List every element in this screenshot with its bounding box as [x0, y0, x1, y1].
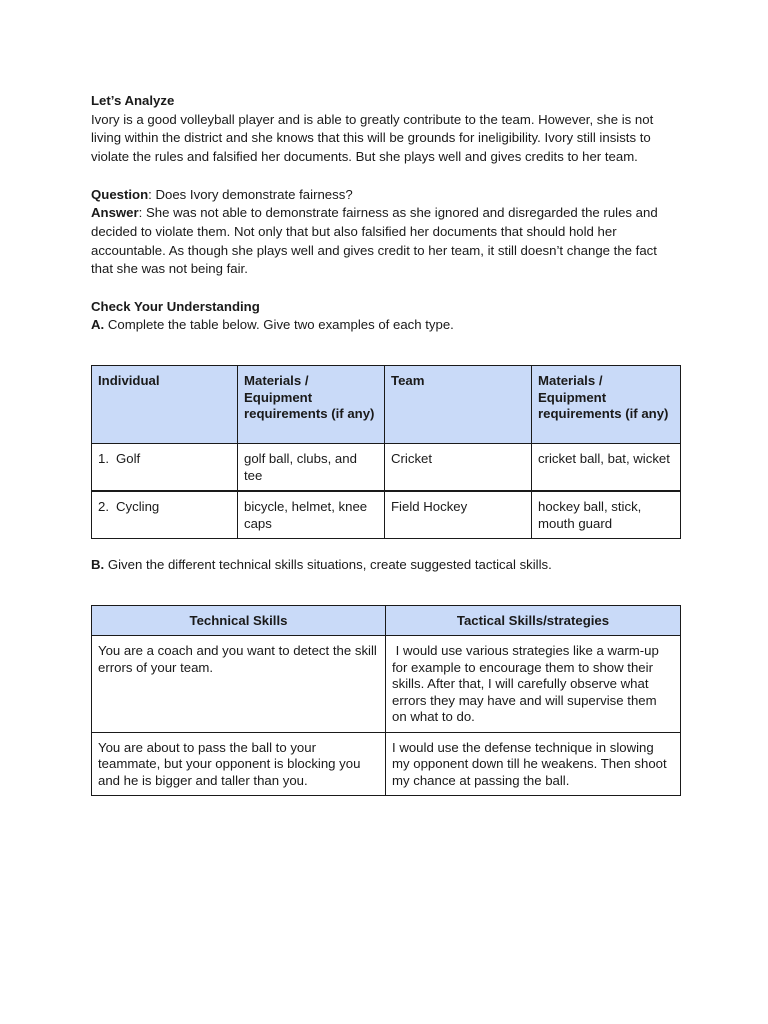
table-row: [92, 491, 681, 539]
analyze-paragraph: Ivory is a good volleyball player and is able to greatly contribute to the team. However, she is not living within the district and she knows that this will be grounds for ineligibility. Ivory still insists to violate the rules and falsified her documents. But she plays well and gives credits to her team.: [91, 111, 654, 165]
team-cell: Field Hockey: [385, 491, 532, 539]
table-header-row: [92, 605, 681, 636]
question-label: Question: [91, 186, 149, 202]
answer-text: : She was not able to demonstrate fairness as she ignored and disregarded the rules and decided to violate them. Not only that but also falsified her documents that should hold her accountable. As though she plays well and gives credit to her team, it still doesn’t change the fact that she was not being fair.: [91, 205, 658, 277]
instruction-b: [91, 556, 681, 575]
technical-cell: You are a coach and you want to detect the skill errors of your team.: [92, 636, 386, 733]
header-technical-skills: Technical Skills: [92, 605, 386, 636]
question-text: : Does Ivory demonstrate fairness?: [148, 186, 353, 202]
instruction-b-text: Given the different technical skills situations, create suggested tactical skills.: [104, 557, 552, 573]
instruction-a-text: Complete the table below. Give two examples of each type.: [104, 317, 454, 333]
team-materials-cell: hockey ball, stick, mouth guard: [532, 491, 681, 539]
header-individual: Individual: [92, 366, 238, 444]
sports-equipment-table: [91, 365, 681, 539]
individual-cell: 2. Cycling: [92, 491, 238, 539]
individual-materials-cell: golf ball, clubs, and tee: [238, 444, 385, 492]
header-team-materials: Materials / Equipment requirements (if any): [532, 366, 681, 444]
document-page: [91, 92, 681, 796]
tactical-cell: I would use various strategies like a warm-up for example to encourage them to show their skills. After that, I will carefully observe what errors they may have and will supervise them on what to do.: [386, 636, 681, 733]
answer-label: Answer: [91, 205, 139, 221]
instruction-b-label: B.: [91, 557, 105, 573]
lets-analyze-heading: Let’s Analyze: [91, 93, 175, 108]
tactical-cell: I would use the defense technique in slowing my opponent down till he weakens. Then shoot my chance at passing the ball.: [386, 732, 681, 796]
instruction-a-label: A.: [91, 317, 105, 333]
instruction-a: [91, 316, 681, 335]
check-understanding-heading: Check Your Understanding: [91, 298, 260, 314]
table-row: [92, 636, 681, 733]
team-materials-cell: cricket ball, bat, wicket: [532, 444, 681, 492]
technical-cell: You are about to pass the ball to your teammate, but your opponent is blocking you and he is bigger and taller than you.: [92, 732, 386, 796]
header-tactical-skills: Tactical Skills/strategies: [386, 605, 681, 636]
table-row: [92, 444, 681, 492]
header-individual-materials: Materials / Equipment requirements (if any): [238, 366, 385, 444]
skills-table: [91, 605, 681, 797]
table-header-row: [92, 366, 681, 444]
answer-paragraph: [91, 204, 681, 279]
table-row: [92, 732, 681, 796]
individual-cell: 1. Golf: [92, 444, 238, 492]
question-line: [91, 186, 681, 205]
header-team: Team: [385, 366, 532, 444]
team-cell: Cricket: [385, 444, 532, 492]
individual-materials-cell: bicycle, helmet, knee caps: [238, 491, 385, 539]
